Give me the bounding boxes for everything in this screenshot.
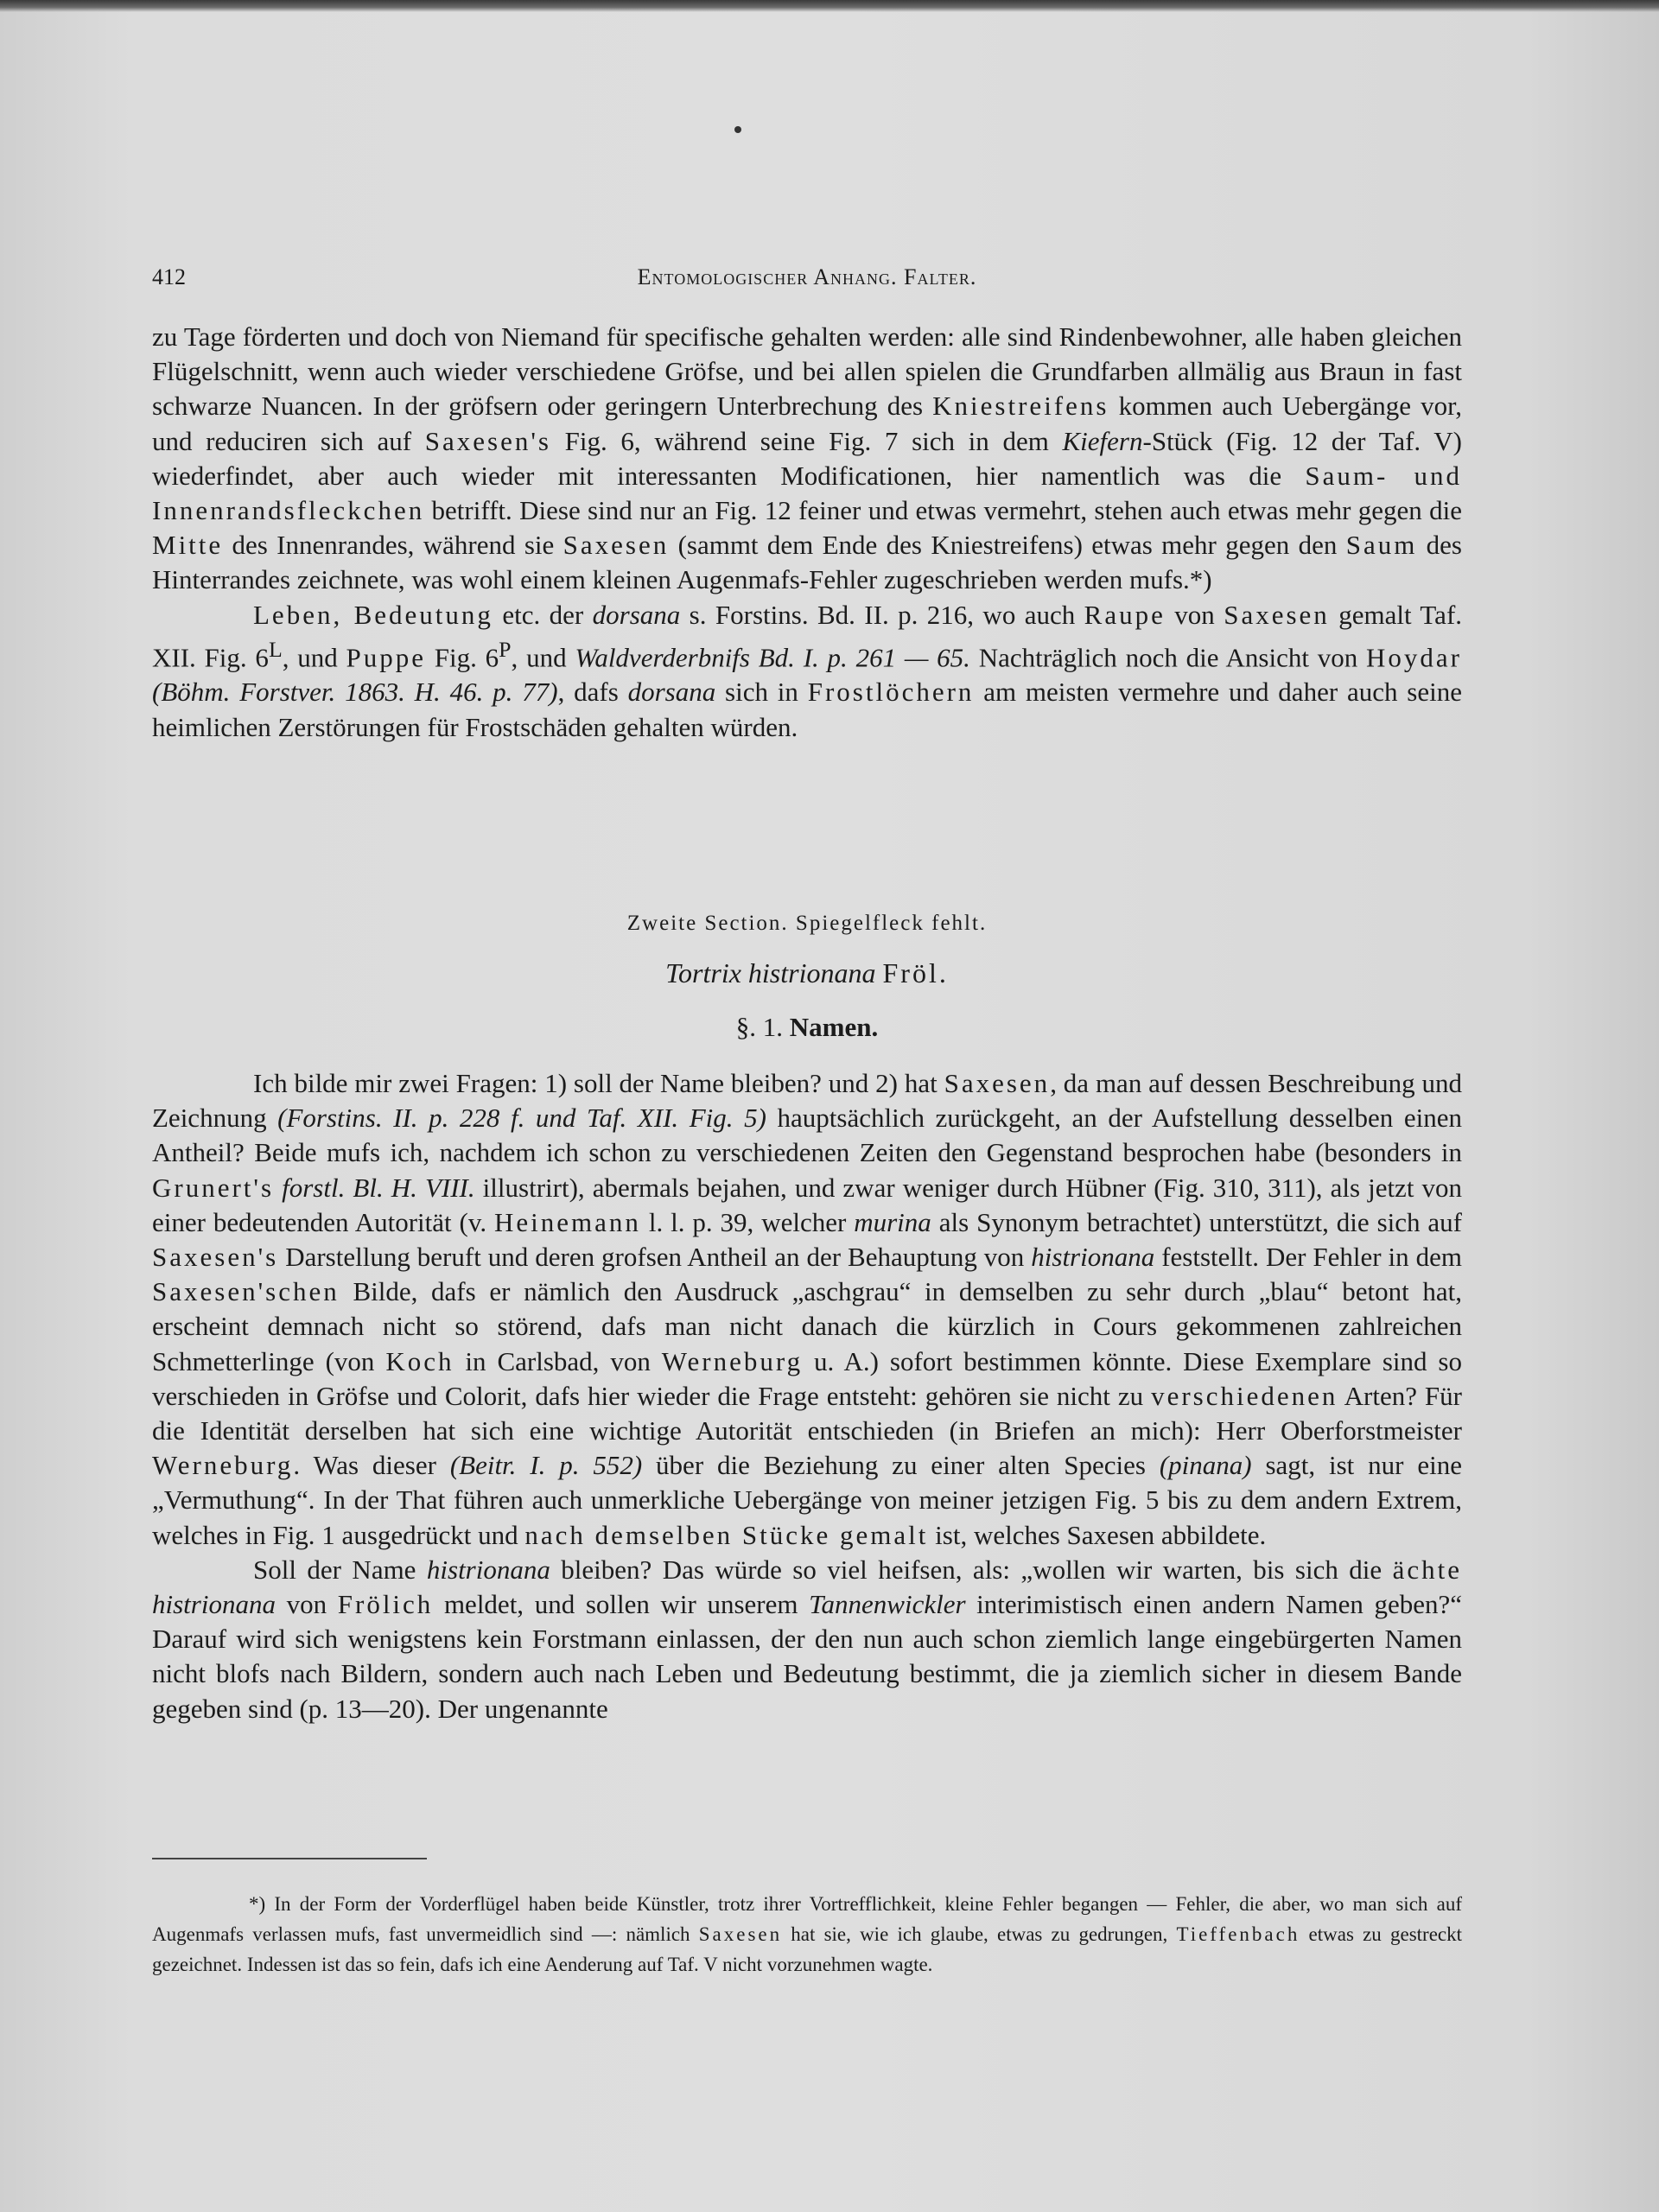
text-run: sagt, ist nur eine „Vermuthung“. In der That führen auch unmerkliche Uebergänge von meiner jetzigen Fig. 5 bis zu dem andern Extrem, welches in Fig. 1 ausgedrückt und [152, 1450, 1462, 1550]
scan-top-edge [0, 0, 1659, 12]
text-run: Darstellung beruft und deren grofsen Antheil an der Behauptung von [278, 1242, 1032, 1273]
spaced-term: nach demselben Stücke gemalt [524, 1519, 929, 1550]
italic-term: dorsana [592, 599, 681, 630]
text-run: (sammt dem Ende des Kniestreifens) etwas mehr gegen den [669, 530, 1346, 561]
text-run: kommen auch Uebergänge vor, und reduciren sich auf [152, 391, 1462, 456]
text-run: am meisten vermehre und daher auch seine heimlichen Zerstörungen für Frostschäden gehalten würden. [152, 677, 1462, 742]
text-run: ist, welches Saxesen abbildete. [928, 1519, 1267, 1550]
spaced-term: Kniestreifens [932, 391, 1109, 422]
text-run: des Hinterrandes zeichnete, was wohl einem kleinen Augenmafs-Fehler zugeschrieben werden mufs.*) [152, 530, 1462, 595]
text-run: illustrirt), abermals bejahen, und zwar weniger durch Hübner (Fig. 310, 311), als jetzt von einer bedeutenden Autorität (v. [152, 1172, 1462, 1237]
text-run: gemalt Taf. XII. Fig. 6 [152, 599, 1463, 673]
italic-term: dorsana [627, 677, 716, 708]
text-run: etwas zu gestreckt gezeichnet. Indessen ist das so fein, dafs ich eine Aenderung auf Taf. V nicht vorzunehmen wagte. [152, 1923, 1462, 1975]
text-block-1 [152, 320, 1462, 745]
text-run: meldet, und sollen wir unserem [433, 1589, 810, 1620]
italic-term: Kiefern [1062, 425, 1143, 456]
spaced-term: Saum [1345, 530, 1418, 561]
text-run: betrifft. Diese sind nur an Fig. 12 feiner und etwas vermehrt, stehen auch etwas mehr gegen die [424, 495, 1462, 526]
section-label: Zweite Section. Spiegelfleck fehlt. [626, 912, 988, 935]
spaced-term: Puppe [346, 642, 427, 673]
text-run: , dafs [557, 677, 628, 708]
text-run: des Innenrandes, während sie [223, 530, 563, 561]
italic-reference: Waldverderbnifs Bd. I. p. 261 — 65. [575, 642, 970, 673]
text-run: als Synonym betrachtet) unterstützt, die sich auf [931, 1206, 1463, 1237]
text-run: . Was dieser [293, 1450, 450, 1481]
species-genus: Tortrix [665, 957, 741, 988]
superscript: L [268, 636, 283, 662]
text-run: Ich bilde mir zwei Fragen: 1) soll der Name bleiben? und 2) hat [253, 1068, 944, 1098]
italic-term: Tannenwickler [809, 1589, 966, 1620]
italic-reference: (Böhm. Forstver. 1863. H. 46. p. 77) [152, 677, 558, 708]
paragraph-title: Namen. [789, 1012, 879, 1042]
spaced-name: Saxesen [1224, 599, 1330, 630]
text-run: über die Beziehung zu einer alten Species [642, 1450, 1160, 1481]
text-run: feststellt. Der Fehler in dem [1154, 1242, 1463, 1273]
text-run: etc. der [493, 599, 593, 630]
spaced-term: Saum- und Innenrandsfleckchen [152, 460, 1463, 526]
spaced-term: Mitte [152, 530, 224, 561]
species-epithet: histrionana [747, 957, 876, 988]
text-run: Fig. 6, während seine Fig. 7 sich in dem [550, 425, 1063, 456]
text-run: l. l. p. 39, welcher [640, 1206, 855, 1237]
spaced-term: verschiedenen [1151, 1380, 1338, 1411]
text-run: *) In der Form der Vorderflügel haben beide Künstler, trotz ihrer Vortrefflichkeit, kleine Fehler begangen — Fehler, die aber, wo man sich auf Augenmafs verlassen mufs, fast unvermeidlich sind —: nämlich [152, 1893, 1462, 1945]
text-run: , da man auf dessen Beschreibung und Zeichnung [152, 1068, 1462, 1134]
page-header [152, 264, 1462, 299]
paragraph [152, 1553, 1462, 1726]
species-author: Fröl. [882, 957, 949, 988]
footnote-rule [152, 1858, 427, 1859]
spaced-name: Tieffenbach [1176, 1923, 1300, 1945]
ink-speck [734, 126, 741, 133]
text-run: Nachträglich noch die Ansicht von [969, 642, 1367, 673]
text-block-2 [152, 1066, 1462, 1726]
text-run: interimistisch einen andern Namen geben?“ Darauf wird sich wenigstens kein Forstmann einlassen, der den nun auch schon ziemlich lange eingebürgerten Namen nicht blofs nach Bildern, sondern auch nach Leben und Bedeutung bestimmt, die ja ziemlich sicher in diesem Bande gegeben sind (p. 13—20). Der ungenannte [152, 1589, 1462, 1724]
spaced-term: Raupe [1084, 599, 1166, 630]
italic-term: histrionana [426, 1554, 550, 1585]
spaced-name: Frölich [337, 1589, 434, 1620]
text-run: -Stück (Fig. 12 der Taf. V) wiederfindet, aber auch wieder mit interessanten Modificationen, hier namentlich was die [152, 425, 1462, 491]
text-run: hauptsächlich zurückgeht, an der Aufstellung desselben einen Antheil? Beide mufs ich, nachdem ich schon zu verschiedenen Zeiten den Gegenstand besprochen habe (besonders in [152, 1103, 1462, 1168]
species-title [152, 957, 1462, 989]
spaced-name: Saxesen's [424, 425, 551, 456]
text-run: Fig. 6 [426, 642, 499, 673]
page-number: 412 [152, 264, 186, 289]
paragraph-heading [152, 1012, 1462, 1043]
spaced-term: ächte [1392, 1554, 1462, 1585]
paragraph [152, 598, 1462, 745]
italic-reference: (Beitr. I. p. 552) [449, 1450, 643, 1481]
text-run: von [275, 1589, 338, 1620]
footnote [152, 1889, 1462, 1980]
text-run: in Carlsbad, von [454, 1345, 662, 1376]
spaced-name: Saxesen [563, 530, 670, 561]
text-run [274, 1173, 282, 1203]
italic-reference: forstl. Bl. H. VIII. [282, 1172, 475, 1203]
italic-term: histrionana [152, 1589, 276, 1620]
text-run: u. A.) sofort bestimmen könnte. Diese Exemplare sind so verschieden in Gröfse und Colorit, dafs hier wieder die Frage entsteht: gehören sie nicht zu [152, 1345, 1462, 1411]
spaced-name: Hoydar [1366, 642, 1462, 673]
spaced-name: Saxesen's [152, 1242, 279, 1273]
spaced-name: Werneburg [661, 1345, 804, 1376]
running-title: Entomologischer Anhang. Falter. [637, 264, 977, 289]
text-run: Arten? Für die Identität derselben hat sich eine wichtige Autorität entschieden (in Briefen an mich): Herr Oberforstmeister [152, 1380, 1462, 1446]
text-run: s. Forstins. Bd. II. p. 216, wo auch [680, 599, 1084, 630]
italic-term: (pinana) [1159, 1450, 1252, 1481]
text-run: bleiben? Das würde so viel heifsen, als: „wollen wir warten, bis sich die [550, 1554, 1393, 1585]
spaced-name: Heinemann [494, 1206, 641, 1237]
paragraph [152, 320, 1462, 598]
spaced-name: Saxesen [944, 1068, 1051, 1098]
italic-reference: (Forstins. II. p. 228 f. und Taf. XII. Fig. 5) [277, 1103, 766, 1134]
spaced-term: Leben, Bedeutung [253, 599, 493, 630]
text-run: , und [282, 642, 346, 673]
text-run: zu Tage förderten und doch von Niemand für specifische gehalten werden: alle sind Rindenbewohner, alle haben gleichen Flügelschnitt, wenn auch wieder verschiedene Gröfse, und bei allen spielen die Grundfarben allmälig aus Braun in fast schwarze Nuancen. In der gröfsern oder geringern Unterbrechung des [152, 321, 1462, 422]
spaced-name: Grunert's [152, 1172, 275, 1203]
text-run: hat sie, wie ich glaube, etwas zu gedrungen, [782, 1923, 1177, 1945]
paragraph-symbol: §. 1. [735, 1012, 784, 1042]
italic-term: histrionana [1031, 1242, 1155, 1273]
text-run: , und [511, 642, 575, 673]
spaced-name: Saxesen [698, 1923, 783, 1945]
spaced-term: Frostlöchern [807, 677, 975, 708]
italic-term: murina [854, 1206, 931, 1237]
text-run: sich in [715, 677, 808, 708]
text-run: von [1165, 599, 1224, 630]
paragraph [152, 1066, 1462, 1553]
text-run: Bilde, dafs er nämlich den Ausdruck „aschgrau“ in demselben zu sehr durch „blau“ betont hat, erscheint demnach nicht so störend, dafs man nicht danach die kürzlich in Cours gekommenen zahlreichen Schmetterlinge (von [152, 1276, 1462, 1376]
spaced-name: Werneburg [152, 1450, 294, 1481]
superscript: P [499, 636, 512, 662]
spaced-name: Koch [385, 1345, 454, 1376]
spaced-name: Saxesen'schen [152, 1276, 340, 1307]
text-run: Soll der Name [253, 1554, 427, 1585]
